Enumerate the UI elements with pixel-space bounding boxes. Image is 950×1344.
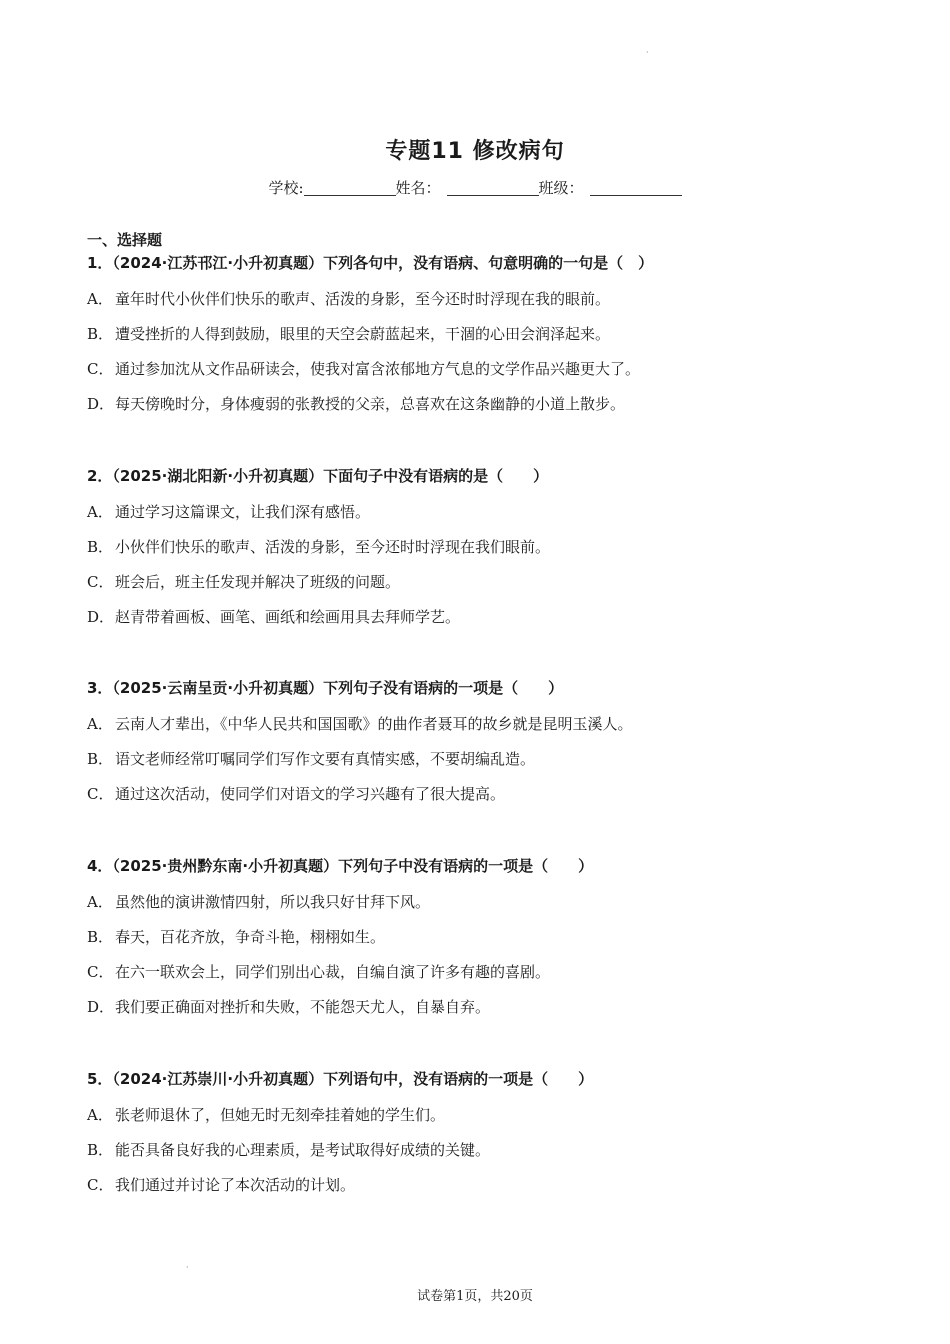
option-c bbox=[87, 777, 867, 812]
class-label: 班级： bbox=[538, 179, 584, 197]
scan-dot-mark: · bbox=[186, 1263, 189, 1272]
option-text: 虽然他的演讲激情四射，所以我只好甘拜下风。 bbox=[115, 893, 431, 911]
question-stem: 3．（2025·云南呈贡·小升初真题）下列句子没有语病的一项是（ ） bbox=[87, 679, 564, 697]
option-text: 每天傍晚时分，身体瘦弱的张教授的父亲，总喜欢在这条幽静的小道上散步。 bbox=[115, 395, 626, 413]
option-letter: D． bbox=[87, 395, 115, 413]
option-text: 小伙伴们快乐的歌声、活泼的身影，至今还时时浮现在我们眼前。 bbox=[115, 538, 551, 556]
question-stem: 1．（2024·江苏邗江·小升初真题）下列各句中，没有语病、句意明确的一句是（ ） bbox=[87, 254, 654, 272]
option-letter: B． bbox=[87, 325, 114, 343]
page-title: 专题11 修改病句 bbox=[385, 139, 565, 164]
option-letter: B． bbox=[87, 1141, 114, 1159]
option-letter: B． bbox=[87, 928, 114, 946]
option-a bbox=[87, 707, 867, 742]
option-text: 童年时代小伙伴们快乐的歌声、活泼的身影，至今还时时浮现在我的眼前。 bbox=[115, 290, 611, 308]
option-c bbox=[87, 955, 867, 990]
student-info-line bbox=[0, 177, 950, 198]
option-letter: A． bbox=[87, 290, 113, 308]
option-letter: C． bbox=[87, 963, 114, 981]
option-letter: C． bbox=[87, 785, 114, 803]
option-b bbox=[87, 742, 867, 777]
option-b bbox=[87, 317, 867, 352]
option-letter: B． bbox=[87, 538, 114, 556]
option-a bbox=[87, 282, 867, 317]
option-text: 在六一联欢会上，同学们别出心裁，自编自演了许多有趣的喜剧。 bbox=[115, 963, 551, 981]
school-label: 学校: bbox=[268, 179, 304, 197]
option-letter: D． bbox=[87, 608, 115, 626]
option-text: 通过这次活动，使同学们对语文的学习兴趣有了很大提高。 bbox=[115, 785, 506, 803]
option-letter: D． bbox=[87, 998, 115, 1016]
option-text: 能否具备良好我的心理素质，是考试取得好成绩的关键。 bbox=[115, 1141, 491, 1159]
page-footer: 试卷第1页，共20页 bbox=[417, 1289, 533, 1304]
option-text: 语文老师经常叮嘱同学们写作文要有真情实感，不要胡编乱造。 bbox=[115, 750, 536, 768]
question-4 bbox=[87, 855, 867, 1025]
option-c bbox=[87, 1168, 867, 1203]
section-heading: 一、选择题 bbox=[87, 231, 163, 249]
option-c bbox=[87, 565, 867, 600]
option-a bbox=[87, 495, 867, 530]
option-c bbox=[87, 352, 867, 387]
name-label: 姓名： bbox=[395, 179, 441, 197]
question-2 bbox=[87, 465, 867, 635]
option-text: 遭受挫折的人得到鼓励，眼里的天空会蔚蓝起来，干涸的心田会润泽起来。 bbox=[115, 325, 611, 343]
option-letter: C． bbox=[87, 573, 114, 591]
option-d bbox=[87, 600, 867, 635]
question-stem: 2．（2025·湖北阳新·小升初真题）下面句子中没有语病的是（ ） bbox=[87, 467, 549, 485]
option-d bbox=[87, 387, 867, 422]
option-letter: A． bbox=[87, 503, 113, 521]
option-letter: B． bbox=[87, 750, 114, 768]
option-d bbox=[87, 990, 867, 1025]
option-text: 张老师退休了，但她无时无刻牵挂着她的学生们。 bbox=[115, 1106, 446, 1124]
option-letter: A． bbox=[87, 893, 113, 911]
option-b bbox=[87, 920, 867, 955]
class-blank[interactable] bbox=[590, 180, 682, 196]
scan-dot-mark: · bbox=[646, 48, 649, 57]
option-text: 通过学习这篇课文，让我们深有感悟。 bbox=[115, 503, 371, 521]
option-text: 通过参加沈从文作品研读会，使我对富含浓郁地方气息的文学作品兴趣更大了。 bbox=[115, 360, 641, 378]
option-letter: C． bbox=[87, 1176, 114, 1194]
option-a bbox=[87, 885, 867, 920]
question-stem: 5．（2024·江苏崇川·小升初真题）下列语句中，没有语病的一项是（ ） bbox=[87, 1070, 594, 1088]
option-letter: A． bbox=[87, 1106, 113, 1124]
option-text: 班会后，班主任发现并解决了班级的问题。 bbox=[115, 573, 401, 591]
option-text: 我们要正确面对挫折和失败，不能怨天尤人，自暴自弃。 bbox=[115, 998, 491, 1016]
option-letter: A． bbox=[87, 715, 113, 733]
option-text: 赵青带着画板、画笔、画纸和绘画用具去拜师学艺。 bbox=[115, 608, 461, 626]
question-1 bbox=[87, 252, 867, 422]
option-a bbox=[87, 1098, 867, 1133]
option-text: 春天，百花齐放，争奇斗艳，栩栩如生。 bbox=[115, 928, 386, 946]
question-5 bbox=[87, 1068, 867, 1203]
name-blank[interactable] bbox=[447, 180, 539, 196]
option-b bbox=[87, 530, 867, 565]
question-stem: 4．（2025·贵州黔东南·小升初真题）下列句子中没有语病的一项是（ ） bbox=[87, 857, 594, 875]
school-blank[interactable] bbox=[304, 180, 396, 196]
option-letter: C． bbox=[87, 360, 114, 378]
option-text: 我们通过并讨论了本次活动的计划。 bbox=[115, 1176, 356, 1194]
question-3 bbox=[87, 677, 867, 812]
option-text: 云南人才辈出，《中华人民共和国国歌》的曲作者聂耳的故乡就是昆明玉溪人。 bbox=[115, 715, 633, 733]
option-b bbox=[87, 1133, 867, 1168]
